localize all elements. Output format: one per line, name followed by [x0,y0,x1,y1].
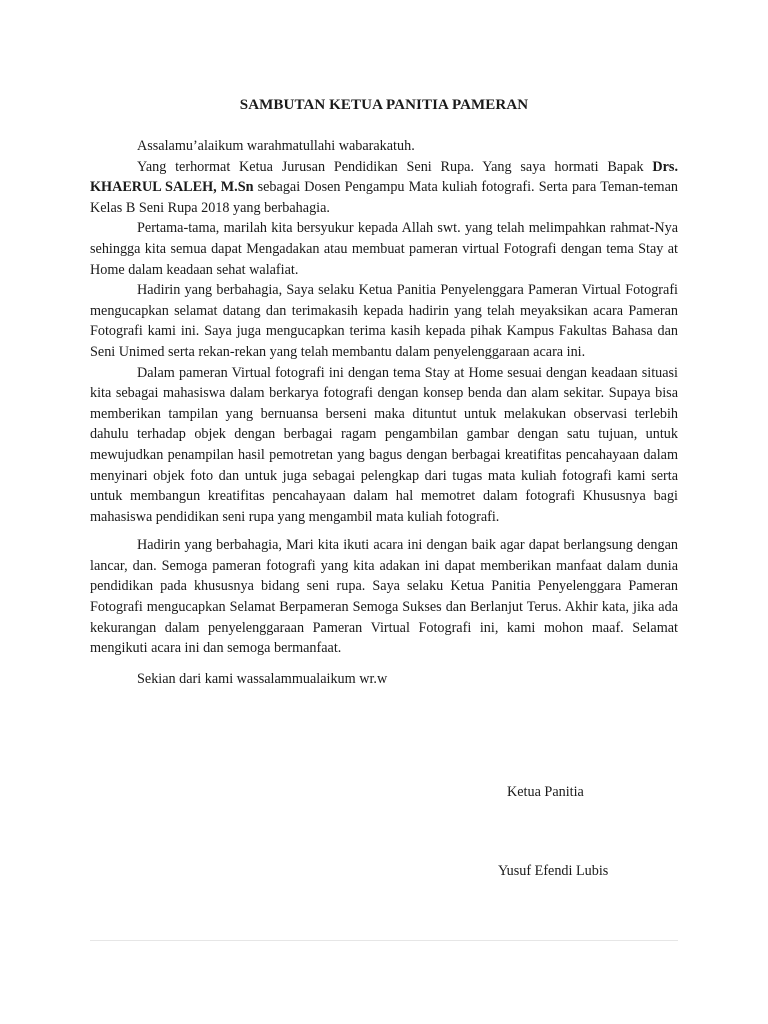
signature-name: Yusuf Efendi Lubis [498,863,609,879]
salutation-text-start: Yang terhormat Ketua Jurusan Pendidikan Seni Rupa. Yang saya hormati Bapak [137,158,653,175]
gratitude-paragraph: Pertama-tama, marilah kita bersyukur kepada Allah swt. yang telah melimpahkan rahmat-Nya sehingga kita semua dapat Mengadakan atau membuat pameran virtual Fotografi dengan tema Stay at Home dalam keadaan sehat walafiat. [90,220,678,278]
greeting-paragraph: Assalamu’alaikum warahmatullahi wabarakatuh. [137,138,415,154]
welcome-paragraph: Hadirin yang berbahagia, Saya selaku Ketua Panitia Penyelenggara Pameran Virtual Fotografi mengucapkan selamat datang dan terimakasih kepada hadirin yang telah meyaksikan acara Pameran Fotografi kami ini. Saya juga mengucapkan terima kasih kepada pihak Kampus Fakultas Bahasa dan Seni Unimed serta rekan-rekan yang telah membantu dalam penyelenggaraan acara ini. [90,282,678,360]
page-divider [90,940,678,941]
signature-role: Ketua Panitia [507,784,584,800]
document-title: SAMBUTAN KETUA PANITIA PAMERAN [239,97,529,113]
theme-paragraph: Dalam pameran Virtual fotografi ini dengan tema Stay at Home sesuai dengan keadaan situasi kita sebagai mahasiswa dalam berkarya fotografi dengan konsep benda dan alam sekitar. Supaya bisa memberikan tampilan yang bernuansa berseni maka dituntut untuk melakukan observasi terlebih dahulu terhadap objek dengan berbagai ragam pengambilan gambar dengan satu tujuan, untuk mewujudkan penampilan hasil pemotretan yang bagus dengan berbagai kreatifitas pencahayaan dalam menyinari objek foto dan untuk juga sebagai pelengkap dari tugas mata kuliah fotografi kami serta untuk membangun kreatifitas pencahayaan dalam hal memotret dalam fotografi Khususnya bagi mahasiswa pendidikan seni rupa yang mengambil mata kuliah fotografi. [90,364,678,525]
salutation-text-end: sebagai Dosen Pengampu Mata kuliah fotografi. Serta para Teman-teman Kelas B Seni Rupa 2018 yang berbahagia. [90,179,678,216]
closing-remarks-paragraph: Hadirin yang berbahagia, Mari kita ikuti acara ini dengan baik agar dapat berlangsung dengan lancar, dan. Semoga pameran fotografi yang kita adakan ini dapat memberikan manfaat dalam dunia pendidikan pada khususnya bidang seni rupa. Saya selaku Ketua Panitia Penyelenggara Pameran Fotografi mengucapkan Selamat Berpameran Semoga Sukses dan Berlanjut Terus. Akhir kata, jika ada kekurangan dalam penyelenggaraan Pameran Virtual Fotografi ini, kami mohon maaf. Selamat mengikuti acara ini dan semoga bermanfaat. [90,537,678,657]
salutation-paragraph [90,157,678,219]
lecturer-name: Drs. KHAERUL SALEH, M.Sn [90,158,678,196]
document-body [90,136,678,689]
farewell-line: Sekian dari kami wassalammualaikum wr.w [137,670,388,687]
